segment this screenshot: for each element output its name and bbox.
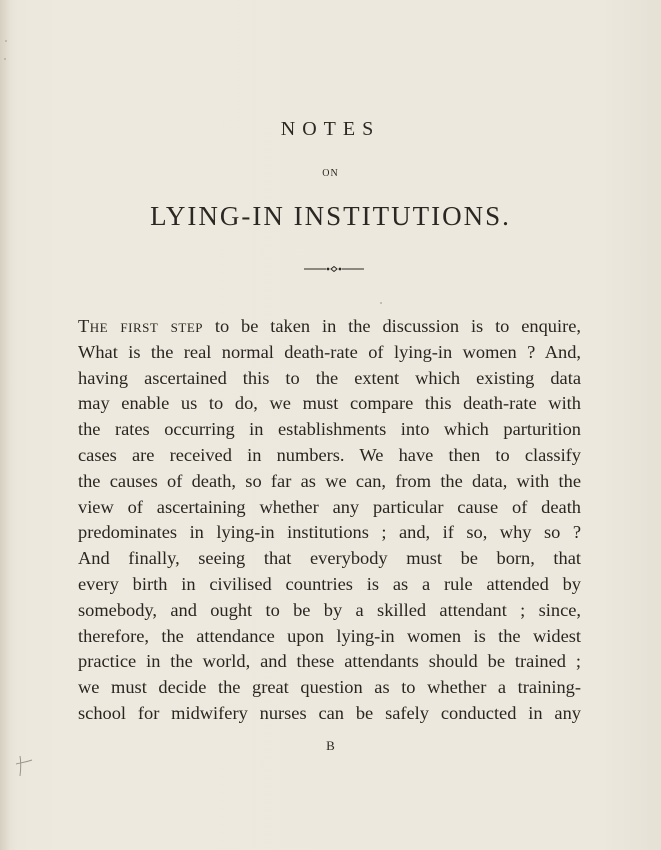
text-line: may enable us to do, we must compare this death-rate with [78, 393, 581, 414]
ornament-rule-icon [304, 264, 364, 274]
page-subtitle: LYING-IN INSTITUTIONS. [150, 201, 511, 231]
text-line: What is the real normal death-rate of lying-in women ? And, [78, 341, 581, 362]
text-line: cases are received in numbers. We have then to classify [78, 444, 581, 465]
page-title: NOTES [280, 118, 381, 140]
paper-speck [5, 40, 7, 42]
text-line: predominates in lying-in institutions ; and, if so, why so ? [78, 522, 581, 543]
text-line: we must decide the great question as to whether a training- [78, 677, 581, 698]
text-line: the rates occurring in establishments into which parturition [78, 419, 581, 440]
lead-in-small-caps: The first step [78, 316, 204, 336]
text-line: therefore, the attendance upon lying-in women is the widest [78, 625, 581, 646]
text-line: school for midwifery nurses can be safely conducted in any [78, 702, 581, 723]
body-paragraph [78, 314, 581, 727]
text-line: practice in the world, and these attendants should be trained ; [78, 651, 581, 672]
text-line: the causes of death, so far as we can, from the data, with the [78, 470, 581, 491]
text-line: every birth in civilised countries is as a rule attended by [78, 573, 581, 594]
text-line: somebody, and ought to be by a skilled attendant ; since, [78, 599, 581, 620]
paper-speck [4, 58, 6, 60]
signature-mark: B [326, 738, 335, 753]
text-line: having ascertained this to the extent which existing data [78, 367, 581, 388]
pencil-mark-icon [14, 754, 36, 778]
title-connector: ON [322, 168, 339, 179]
text-line: And finally, seeing that everybody must be born, that [78, 548, 581, 569]
text-line: The first step to be taken in the discussion is to enquire, [78, 316, 581, 336]
text-line: view of ascertaining whether any particular cause of death [78, 496, 581, 517]
paper-speck [380, 302, 382, 304]
